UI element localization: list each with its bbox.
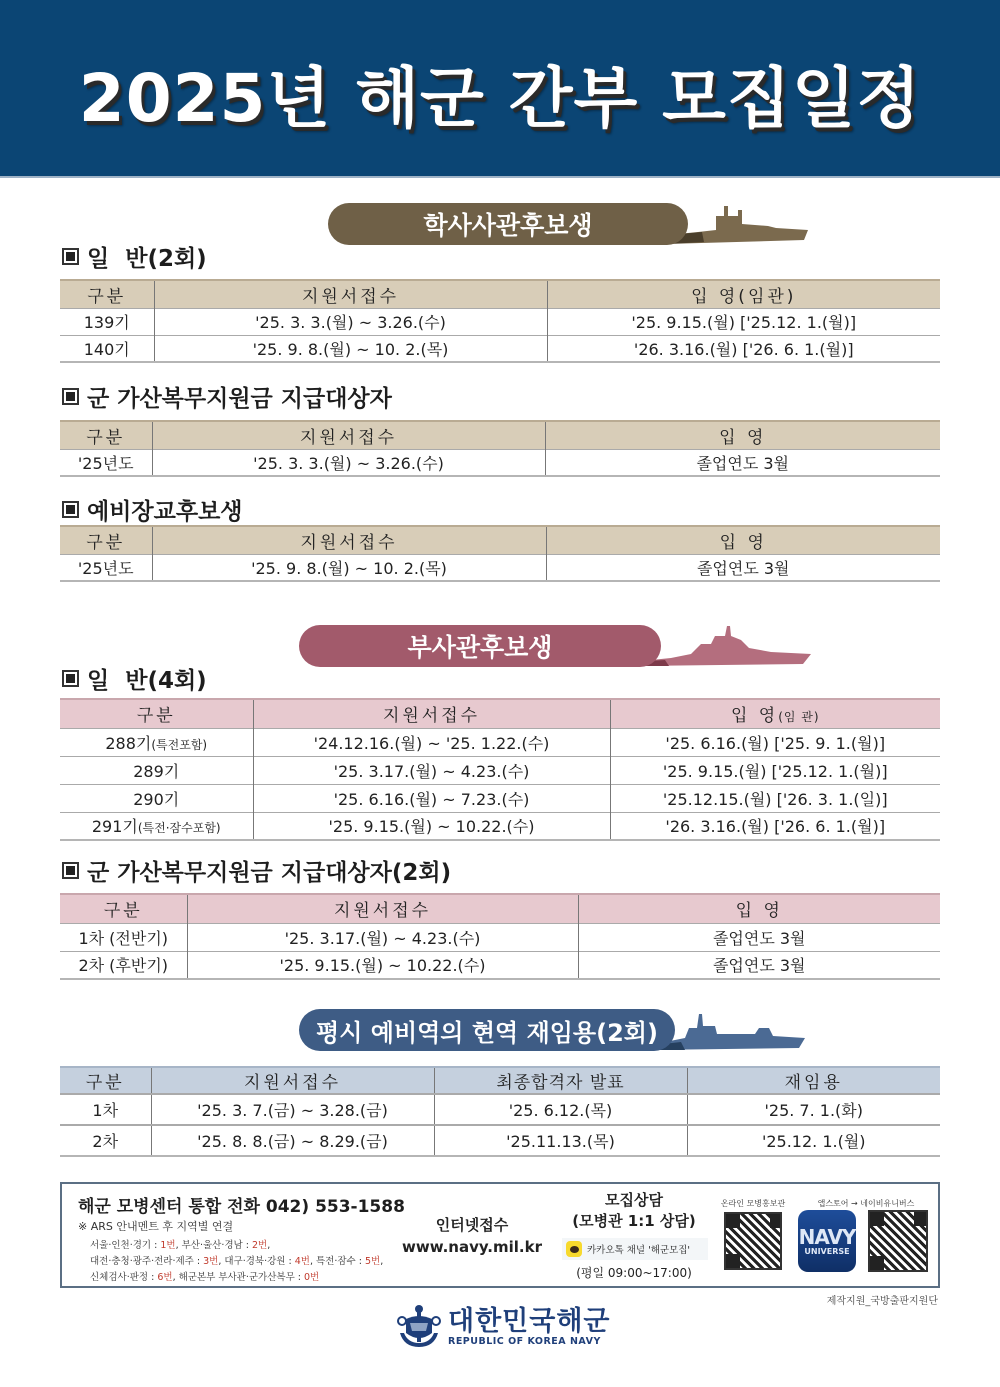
- nco-general-table: [60, 698, 940, 841]
- enlist-cell: '25. 6.16.(월) ['25. 9. 1.(월)]: [610, 728, 940, 756]
- enlist-cell: '25.12.15.(월) ['26. 3. 1.(일)]: [610, 784, 940, 812]
- apply-cell: '25. 9.15.(월) ~ 10.22.(수): [187, 951, 578, 979]
- officer-bonus-title: 군 가산복무지원금 지급대상자: [62, 380, 392, 413]
- cohort-cell: '25년도: [60, 449, 152, 476]
- table-row: [60, 728, 940, 756]
- table-header-row: [60, 421, 940, 449]
- table-row: [60, 1125, 940, 1156]
- table-row: [60, 951, 940, 979]
- square-bullet-icon: [62, 388, 79, 405]
- apply-cell: '25. 9. 8.(월) ~ 10. 2.(목): [152, 554, 546, 581]
- apply-cell: '24.12.16.(월) ~ '25. 1.22.(수): [253, 728, 610, 756]
- table-row: [60, 554, 940, 581]
- reserve-table: [60, 1066, 940, 1157]
- ars-note: ※ ARS 안내멘트 후 지역별 연결: [78, 1220, 234, 1233]
- header-cell: 구분: [60, 280, 154, 308]
- round-cell: 2차: [60, 1125, 151, 1156]
- table-row: [60, 449, 940, 476]
- qr-code-icon[interactable]: [724, 1212, 782, 1270]
- enlist-cell: '25. 9.15.(월) ['25.12. 1.(월)]: [610, 756, 940, 784]
- header-cell: 지원서접수: [152, 526, 546, 554]
- header-cell: 지원서접수: [154, 280, 547, 308]
- qr2-label: 앱스토어 → 네이비유니버스: [817, 1199, 915, 1208]
- table-row: [60, 812, 940, 840]
- apply-cell: '25. 3.17.(월) ~ 4.23.(수): [253, 756, 610, 784]
- ars-line: 서울·인천·경기 : 1번, 부산·울산·경남 : 2번,: [90, 1240, 271, 1251]
- announce-cell: '25.11.13.(목): [434, 1125, 687, 1156]
- contact-info-box: [60, 1182, 940, 1288]
- cohort-cell: 290기: [60, 784, 253, 812]
- header-cell: 지원서접수: [187, 894, 578, 923]
- cohort-cell: 140기: [60, 335, 154, 362]
- qr-code-icon[interactable]: [868, 1210, 928, 1272]
- enlist-cell: 졸업연도 3월: [578, 923, 940, 951]
- logo-english: REPUBLIC OF KOREA NAVY: [448, 1335, 601, 1347]
- apply-cell: '25. 3. 3.(월) ~ 3.26.(수): [152, 449, 545, 476]
- ars-line: 대전·충청·광주·전라·제주 : 3번, 대구·경북·강원 : 4번, 특전·잠수 : 5번,: [90, 1256, 384, 1267]
- cohort-cell: 2차 (후반기): [60, 951, 187, 979]
- round-cell: 1차: [60, 1094, 151, 1125]
- header-cell: 재임용: [687, 1067, 940, 1094]
- navy-emblem-icon: [396, 1303, 442, 1351]
- reserve-candidate-table: [60, 525, 940, 582]
- nco-section-header: [299, 624, 811, 668]
- header-cell: 지원서접수: [152, 421, 545, 449]
- header-cell: 구분: [60, 699, 253, 728]
- cohort-cell: '25년도: [60, 554, 152, 581]
- rok-navy-logo: [396, 1303, 611, 1351]
- nco-pill: 부사관후보생: [299, 625, 661, 667]
- reappoint-cell: '25.12. 1.(월): [687, 1125, 940, 1156]
- officer-bonus-table: [60, 420, 940, 477]
- header-cell: 지원서접수: [253, 699, 610, 728]
- reserve-section-header: [299, 1008, 805, 1052]
- logo-korean: 대한민국해군: [448, 1305, 611, 1337]
- table-header-row: [60, 699, 940, 728]
- square-bullet-icon: [62, 862, 79, 879]
- header-cell: 구분: [60, 894, 187, 923]
- square-bullet-icon: [62, 670, 79, 687]
- ars-line: 신체검사·판정 : 6번, 해군본부 부사관·군가산복무 : 0번: [90, 1272, 320, 1283]
- production-credit: 제작지원_국방출판지원단: [826, 1296, 938, 1307]
- enlist-cell: 졸업연도 3월: [545, 449, 940, 476]
- header-cell: 입 영: [546, 526, 940, 554]
- apply-cell: '25. 3. 3.(월) ~ 3.26.(수): [154, 308, 547, 335]
- apply-cell: '25. 3.17.(월) ~ 4.23.(수): [187, 923, 578, 951]
- consult-hours: (평일 09:00~17:00): [576, 1266, 692, 1280]
- cohort-cell: 1차 (전반기): [60, 923, 187, 951]
- navy-universe-app-icon[interactable]: NAVY UNIVERSE: [798, 1210, 856, 1272]
- header-cell: 입 영: [545, 421, 940, 449]
- phone-number[interactable]: 해군 모병센터 통합 전화 042) 553-1588: [78, 1197, 405, 1217]
- kakao-talk-icon: [566, 1241, 582, 1257]
- table-header-row: [60, 894, 940, 923]
- enlist-cell: '25. 9.15.(월) ['25.12. 1.(월)]: [547, 308, 940, 335]
- header-cell: 입 영: [578, 894, 940, 923]
- cohort-cell: 291기(특전·잠수포함): [60, 812, 253, 840]
- apply-cell: '25. 9.15.(월) ~ 10.22.(수): [253, 812, 610, 840]
- table-header-row: [60, 526, 940, 554]
- table-row: [60, 308, 940, 335]
- internet-apply: 인터넷접수 www.navy.mil.kr: [398, 1214, 546, 1258]
- header-cell: 구분: [60, 526, 152, 554]
- officer-pill: 학사사관후보생: [328, 203, 688, 245]
- table-row: [60, 335, 940, 362]
- header-cell: 입 영(임 관): [610, 699, 940, 728]
- nco-bonus-table: [60, 893, 940, 980]
- nco-bonus-title: 군 가산복무지원금 지급대상자(2회): [62, 854, 451, 887]
- table-header-row: [60, 280, 940, 308]
- reserve-pill: 평시 예비역의 현역 재임용(2회): [299, 1009, 675, 1051]
- apply-cell: '25. 3. 7.(금) ~ 3.28.(금): [151, 1094, 434, 1125]
- table-row: [60, 756, 940, 784]
- title-banner: [0, 0, 1000, 178]
- ars-extension-list: [90, 1238, 383, 1286]
- reappoint-cell: '25. 7. 1.(화): [687, 1094, 940, 1125]
- header-cell: 최종합격자 발표: [434, 1067, 687, 1094]
- table-header-row: [60, 1067, 940, 1094]
- cohort-cell: 288기(특전포함): [60, 728, 253, 756]
- header-cell: 입 영(임관): [547, 280, 940, 308]
- officer-general-table: [60, 279, 940, 363]
- consult-info: 모집상담 (모병관 1:1 상담): [572, 1191, 696, 1230]
- officer-section-header: [328, 202, 808, 246]
- nco-general-title: 일 반(4회): [62, 662, 207, 695]
- officer-general-title: 일 반(2회): [62, 240, 207, 273]
- header-cell: 구분: [60, 1067, 151, 1094]
- header-cell: 구분: [60, 421, 152, 449]
- table-row: [60, 784, 940, 812]
- table-row: [60, 923, 940, 951]
- cohort-cell: 139기: [60, 308, 154, 335]
- page-title: 2025년 해군 간부 모집일정: [78, 59, 922, 137]
- enlist-cell: 졸업연도 3월: [546, 554, 940, 581]
- square-bullet-icon: [62, 248, 79, 265]
- header-cell: 지원서접수: [151, 1067, 434, 1094]
- enlist-cell: '26. 3.16.(월) ['26. 6. 1.(월)]: [610, 812, 940, 840]
- website-link[interactable]: www.navy.mil.kr: [402, 1238, 542, 1256]
- apply-cell: '25. 9. 8.(월) ~ 10. 2.(목): [154, 335, 547, 362]
- cohort-cell: 289기: [60, 756, 253, 784]
- apply-cell: '25. 8. 8.(금) ~ 8.29.(금): [151, 1125, 434, 1156]
- table-row: [60, 1094, 940, 1125]
- square-bullet-icon: [62, 501, 79, 518]
- enlist-cell: '26. 3.16.(월) ['26. 6. 1.(월)]: [547, 335, 940, 362]
- announce-cell: '25. 6.12.(목): [434, 1094, 687, 1125]
- enlist-cell: 졸업연도 3월: [578, 951, 940, 979]
- reserve-candidate-title: 예비장교후보생: [62, 493, 243, 526]
- qr1-label: 온라인 모병홍보관: [720, 1199, 786, 1208]
- kakao-channel-link[interactable]: 카카오톡 채널 '해군모집': [562, 1238, 708, 1260]
- apply-cell: '25. 6.16.(월) ~ 7.23.(수): [253, 784, 610, 812]
